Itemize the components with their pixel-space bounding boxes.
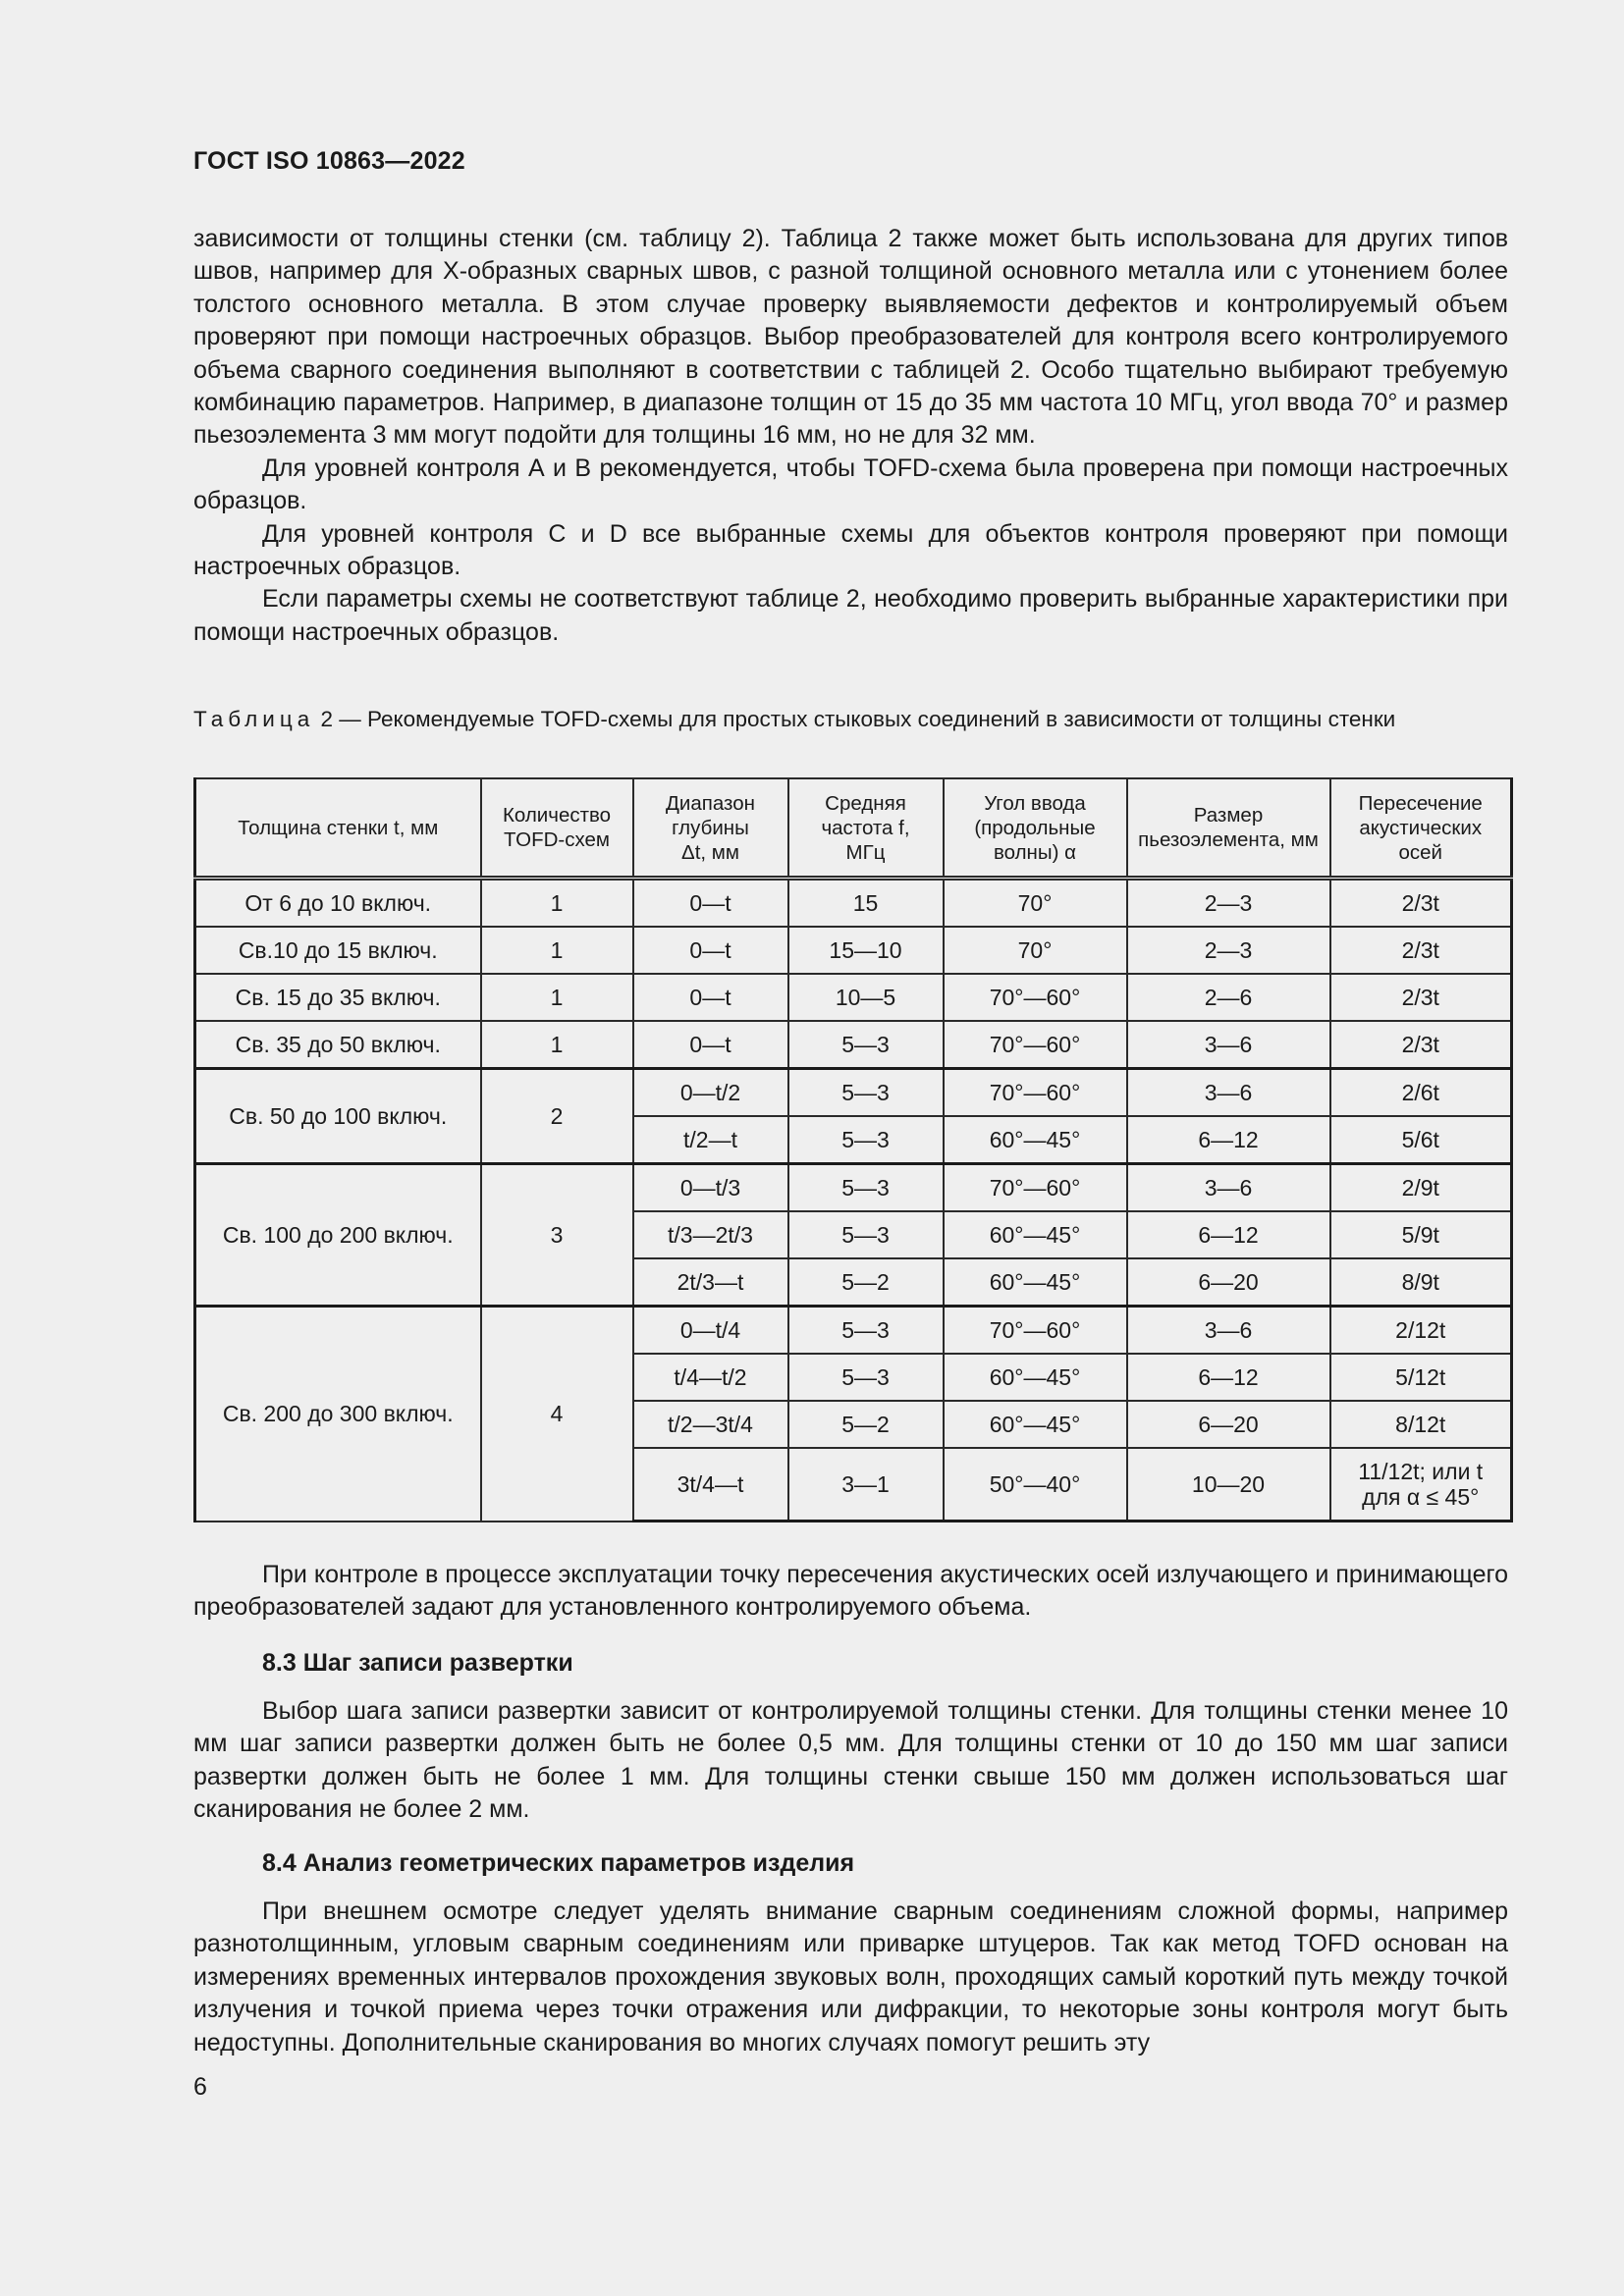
cell-thickness: Св. 200 до 300 включ. xyxy=(195,1307,481,1522)
cell-angle: 70°—60° xyxy=(944,1164,1127,1212)
cell-angle: 60°—45° xyxy=(944,1116,1127,1164)
document-header: ГОСТ ISO 10863—2022 xyxy=(193,147,465,175)
cell-frequency: 3—1 xyxy=(788,1448,944,1522)
cell-element-size: 3—6 xyxy=(1127,1307,1330,1355)
cell-angle: 70° xyxy=(944,879,1127,928)
intro-paragraph-3: Для уровней контроля С и D все выбранные схемы для объектов контроля проверяют при помощи настроечных образцов. xyxy=(193,519,1508,581)
page-number: 6 xyxy=(193,2073,207,2101)
cell-count: 1 xyxy=(481,974,633,1021)
header-angle: Угол ввода (продольные волны) α xyxy=(944,778,1127,879)
cell-depth: t/4—t/2 xyxy=(633,1354,788,1401)
cell-depth: t/3—2t/3 xyxy=(633,1211,788,1258)
section-8-3-paragraph: Выбор шага записи развертки зависит от контролируемой толщины стенки. Для толщины стенки менее 10 мм шаг записи развертки должен быть не более 0,5 мм. Для толщины стенки от 10 до 150 мм шаг записи развертки должен быть не более 1 мм. Для толщины стенки свыше 150 мм должен использоваться шаг сканирования не более 2 мм. xyxy=(193,1697,1508,1824)
table-row xyxy=(195,1164,1512,1212)
cell-angle: 70°—60° xyxy=(944,1069,1127,1117)
cell-angle: 60°—45° xyxy=(944,1401,1127,1448)
table-header-row xyxy=(195,778,1512,879)
cell-element-size: 3—6 xyxy=(1127,1069,1330,1117)
cell-element-size: 3—6 xyxy=(1127,1164,1330,1212)
cell-crossing-line2: для α ≤ 45° xyxy=(1362,1484,1480,1510)
cell-angle: 70° xyxy=(944,927,1127,974)
cell-thickness: Св.10 до 15 включ. xyxy=(195,927,481,974)
table-row xyxy=(195,1069,1512,1117)
cell-depth: 0—t xyxy=(633,974,788,1021)
section-8-3-body xyxy=(193,1695,1508,1827)
header-thickness: Толщина стенки t, мм xyxy=(195,778,481,879)
cell-angle: 50°—40° xyxy=(944,1448,1127,1522)
cell-count: 4 xyxy=(481,1307,633,1522)
cell-count: 2 xyxy=(481,1069,633,1164)
cell-crossing: 8/12t xyxy=(1330,1401,1512,1448)
table-row xyxy=(195,1021,1512,1069)
table-row xyxy=(195,1307,1512,1355)
after-table-text xyxy=(193,1559,1508,1625)
section-8-4-title: 8.4 Анализ геометрических параметров изделия xyxy=(262,1849,855,1877)
table-row xyxy=(195,879,1512,928)
cell-depth: 0—t/3 xyxy=(633,1164,788,1212)
header-frequency-line2: МГц xyxy=(845,840,886,864)
header-frequency xyxy=(788,778,944,879)
cell-crossing: 2/3t xyxy=(1330,879,1512,928)
cell-element-size: 2—3 xyxy=(1127,879,1330,928)
cell-crossing: 2/3t xyxy=(1330,1021,1512,1069)
cell-crossing: 2/3t xyxy=(1330,974,1512,1021)
cell-crossing: 2/9t xyxy=(1330,1164,1512,1212)
header-crossing: Пересечение акустических осей xyxy=(1330,778,1512,879)
cell-crossing-line1: 11/12t; или t xyxy=(1358,1459,1484,1484)
cell-crossing: 2/12t xyxy=(1330,1307,1512,1355)
cell-element-size: 6—12 xyxy=(1127,1354,1330,1401)
header-count: Количество TOFD-схем xyxy=(481,778,633,879)
cell-depth: 0—t/2 xyxy=(633,1069,788,1117)
table-row xyxy=(195,974,1512,1021)
cell-element-size: 6—20 xyxy=(1127,1401,1330,1448)
cell-element-size: 6—20 xyxy=(1127,1258,1330,1307)
cell-crossing: 5/12t xyxy=(1330,1354,1512,1401)
cell-depth: t/2—t xyxy=(633,1116,788,1164)
cell-count: 3 xyxy=(481,1164,633,1307)
cell-frequency: 5—3 xyxy=(788,1211,944,1258)
cell-thickness: Св. 100 до 200 включ. xyxy=(195,1164,481,1307)
cell-angle: 70°—60° xyxy=(944,1307,1127,1355)
cell-frequency: 5—3 xyxy=(788,1307,944,1355)
cell-angle: 70°—60° xyxy=(944,974,1127,1021)
cell-element-size: 2—6 xyxy=(1127,974,1330,1021)
cell-element-size: 2—3 xyxy=(1127,927,1330,974)
cell-crossing: 5/9t xyxy=(1330,1211,1512,1258)
cell-frequency: 5—3 xyxy=(788,1069,944,1117)
intro-text xyxy=(193,223,1508,649)
cell-depth: 0—t xyxy=(633,879,788,928)
intro-paragraph-2: Для уровней контроля А и В рекомендуется, чтобы TOFD-схема была проверена при помощи настроечных образцов. xyxy=(193,454,1508,515)
cell-angle: 60°—45° xyxy=(944,1211,1127,1258)
cell-element-size: 6—12 xyxy=(1127,1211,1330,1258)
cell-frequency: 15 xyxy=(788,879,944,928)
cell-thickness: Св. 50 до 100 включ. xyxy=(195,1069,481,1164)
section-8-4-paragraph: При внешнем осмотре следует уделять внимание сварным соединениям сложной формы, например разнотолщинным, угловым сварным соединениям или приварке штуцеров. Так как метод TOFD основан на измерениях временных интервалов прохождения звуковых волн, проходящих самый короткий путь между точкой излучения и точкой приема через точки отражения или дифракции, то некоторые зоны контроля могут быть недоступны. Дополнительные сканирования во многих случаях помогут решить эту xyxy=(193,1897,1508,2056)
cell-frequency: 5—2 xyxy=(788,1258,944,1307)
cell-angle: 70°—60° xyxy=(944,1021,1127,1069)
cell-frequency: 5—3 xyxy=(788,1116,944,1164)
cell-count: 1 xyxy=(481,1021,633,1069)
table-row xyxy=(195,927,1512,974)
table-caption-text: 2 — Рекомендуемые TOFD-схемы для простых стыковых соединений в зависимости от толщины стенки xyxy=(314,707,1396,731)
cell-depth: t/2—3t/4 xyxy=(633,1401,788,1448)
cell-frequency: 5—2 xyxy=(788,1401,944,1448)
cell-crossing: 2/3t xyxy=(1330,927,1512,974)
table-caption-label: Таблица xyxy=(193,707,315,731)
section-8-3-title: 8.3 Шаг записи развертки xyxy=(262,1649,573,1677)
table-caption xyxy=(193,706,1508,733)
header-element-size: Размер пьезоэлемента, мм xyxy=(1127,778,1330,879)
cell-crossing: 5/6t xyxy=(1330,1116,1512,1164)
cell-count: 1 xyxy=(481,927,633,974)
cell-frequency: 15—10 xyxy=(788,927,944,974)
header-depth-line2: Δt, мм xyxy=(681,840,739,864)
cell-frequency: 5—3 xyxy=(788,1354,944,1401)
cell-crossing: 2/6t xyxy=(1330,1069,1512,1117)
cell-depth: 0—t xyxy=(633,1021,788,1069)
intro-paragraph-1: зависимости от толщины стенки (см. таблицу 2). Таблица 2 также может быть использована для других типов швов, например для Х-образных сварных швов, с разной толщиной основного металла или с утонением более толстого основного металла. В этом случае проверку выявляемости дефектов и контролируемый объем проверяют при помощи настроечных образцов. Выбор преобразователей для контроля всего контролируемого объема сварного соединения выполняют в соответствии с таблицей 2. Особо тщательно выбирают требуемую комбинацию параметров. Например, в диапазоне толщин от 15 до 35 мм частота 10 МГц, угол ввода 70° и размер пьезоэлемента 3 мм могут подойти для толщины 16 мм, но не для 32 мм. xyxy=(193,225,1508,450)
cell-crossing xyxy=(1330,1448,1512,1522)
header-depth-line1: Диапазон глубины xyxy=(666,791,755,839)
header-depth xyxy=(633,778,788,879)
cell-element-size: 3—6 xyxy=(1127,1021,1330,1069)
cell-crossing: 8/9t xyxy=(1330,1258,1512,1307)
cell-element-size: 6—12 xyxy=(1127,1116,1330,1164)
section-8-4-body xyxy=(193,1896,1508,2059)
cell-thickness: Св. 35 до 50 включ. xyxy=(195,1021,481,1069)
cell-depth: 2t/3—t xyxy=(633,1258,788,1307)
cell-thickness: От 6 до 10 включ. xyxy=(195,879,481,928)
cell-count: 1 xyxy=(481,879,633,928)
cell-depth: 0—t xyxy=(633,927,788,974)
cell-angle: 60°—45° xyxy=(944,1258,1127,1307)
tofd-table xyxy=(193,777,1513,1522)
after-table-paragraph: При контроле в процессе эксплуатации точку пересечения акустических осей излучающего и принимающего преобразователей задают для установленного контролируемого объема. xyxy=(193,1561,1508,1622)
cell-thickness: Св. 15 до 35 включ. xyxy=(195,974,481,1021)
cell-frequency: 5—3 xyxy=(788,1021,944,1069)
cell-frequency: 10—5 xyxy=(788,974,944,1021)
cell-depth: 3t/4—t xyxy=(633,1448,788,1522)
cell-depth: 0—t/4 xyxy=(633,1307,788,1355)
intro-paragraph-4: Если параметры схемы не соответствуют таблице 2, необходимо проверить выбранные характеристики при помощи настроечных образцов. xyxy=(193,585,1508,646)
header-frequency-line1: Средняя частота f, xyxy=(821,791,910,839)
cell-angle: 60°—45° xyxy=(944,1354,1127,1401)
cell-frequency: 5—3 xyxy=(788,1164,944,1212)
cell-element-size: 10—20 xyxy=(1127,1448,1330,1522)
